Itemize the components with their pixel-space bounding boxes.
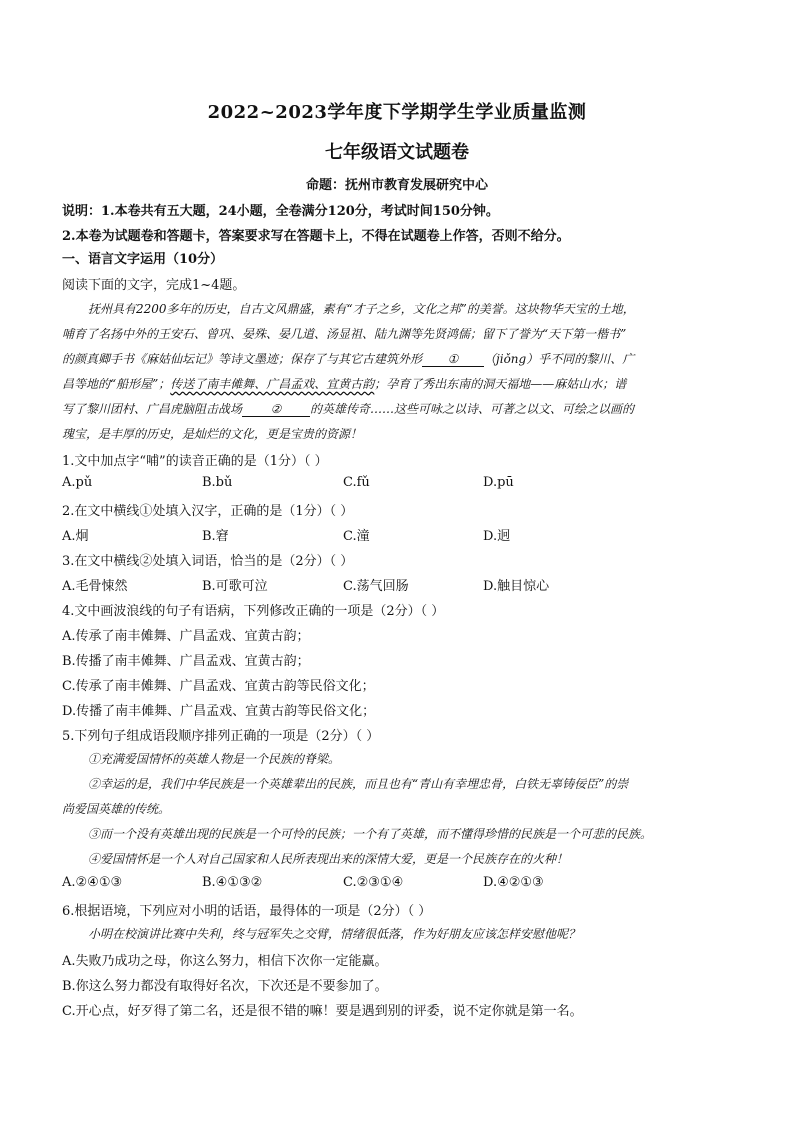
reading-intro: 阅读下面的文字，完成1~4题。 <box>62 278 246 293</box>
blank-1: ① <box>422 352 484 367</box>
option-b[interactable]: B.你这么努力都没有取得好名次，下次还是不要参加了。 <box>62 979 388 994</box>
question-2-stem: 2.在文中横线①处填入汉字，正确的是（1分）（ ） <box>62 504 354 519</box>
passage-line <box>62 375 626 392</box>
wavy-underlined-sentence: 传送了南丰傩舞、广昌孟戏、宜黄古韵 <box>170 377 375 391</box>
option-c[interactable]: C.传承了南丰傩舞、广昌孟戏、宜黄古韵等民俗文化； <box>62 679 375 694</box>
passage-line <box>62 350 634 367</box>
sentence-2-cont: 尚爱国英雄的传统。 <box>62 802 171 816</box>
blank-2: ② <box>242 402 310 417</box>
question-5-stem: 5.下列句子组成语段顺序排列正确的一项是（2分）（ ） <box>62 729 380 744</box>
option-d[interactable]: D.④②①③ <box>483 875 544 890</box>
passage-text: 的英雄传奇……这些可咏之以诗、可著之以文、可绘之以画的 <box>310 402 635 416</box>
option-d[interactable]: D.pū <box>483 475 514 490</box>
passage-text: 写了黎川团村、广昌虎脑阻击战场 <box>62 402 243 416</box>
passage-text: ；孕育了秀出东南的洞天福地——麻姑山水；谱 <box>374 377 627 391</box>
passage-line <box>62 400 634 417</box>
question-6-stem: 6.根据语境，下列应对小明的话语，最得体的一项是（2分）（ ） <box>62 904 432 919</box>
passage-text: （jiǒng）乎不同的黎川、广 <box>484 352 635 366</box>
passage-text: 的颜真卿手书《麻姑仙坛记》等诗文墨迹；保存了与其它古建筑外形 <box>62 352 423 366</box>
instructions-line-1: 说明：1.本卷共有五大题，24小题，全卷满分120分，考试时间150分钟。 <box>62 204 499 219</box>
option-b[interactable]: B.窘 <box>202 529 229 544</box>
sentence-3: ③而一个没有英雄出现的民族是一个可怜的民族；一个有了英雄，而不懂得珍惜的民族是一个可悲的民族。 <box>88 827 653 841</box>
option-d[interactable]: D.触目惊心 <box>483 579 550 594</box>
option-c[interactable]: C.开心点，好歹得了第二名，还是很不错的嘛！要是遇到别的评委，说不定你就是第一名。 <box>62 1004 583 1019</box>
option-c[interactable]: C.荡气回肠 <box>343 579 409 594</box>
option-a[interactable]: A.②④①③ <box>62 875 123 890</box>
option-a[interactable]: A.失败乃成功之母，你这么努力，相信下次你一定能赢。 <box>62 954 388 969</box>
option-c[interactable]: C.fǔ <box>343 475 370 490</box>
section-heading: 一、语言文字运用（10分） <box>62 252 224 267</box>
option-c[interactable]: C.②③①④ <box>343 875 404 890</box>
option-b[interactable]: B.可歌可泣 <box>202 579 268 594</box>
option-a[interactable]: A.传承了南丰傩舞、广昌孟戏、宜黄古韵； <box>62 629 310 644</box>
passage-line: 抚州具有2200多年的历史，自古文风鼎盛，素有“才子之乡，文化之邦”的美誉。这块物华天宝的土地， <box>88 302 635 316</box>
exam-title: 2022~2023学年度下学期学生学业质量监测 <box>207 102 587 123</box>
question-3-stem: 3.在文中横线②处填入词语，恰当的是（2分）（ ） <box>62 554 354 569</box>
exam-author: 命题：抚州市教育发展研究中心 <box>305 178 488 193</box>
passage-text: 昌等地的“船形屋”； <box>62 377 171 391</box>
option-a[interactable]: A.pǔ <box>62 475 93 490</box>
option-d[interactable]: D.迥 <box>483 529 511 544</box>
question-6-context: 小明在校演讲比赛中失利，终与冠军失之交臂，情绪很低落，作为好朋友应该怎样安慰他呢？ <box>88 927 581 941</box>
option-c[interactable]: C.潼 <box>343 529 370 544</box>
option-b[interactable]: B.传播了南丰傩舞、广昌孟戏、宜黄古韵； <box>62 654 310 669</box>
question-1-stem: 1.文中加点字“哺”的读音正确的是（1分）（ ） <box>62 454 328 469</box>
sentence-1: ①充满爱国情怀的英雄人物是一个民族的脊梁。 <box>88 752 341 766</box>
sentence-4: ④爱国情怀是一个人对自己国家和人民所表现出来的深情大爱，更是一个民族存在的火种！ <box>88 852 569 866</box>
passage-line: 瑰宝，是丰厚的历史，是灿烂的文化，更是宝贵的资源！ <box>62 427 363 441</box>
passage-line: 哺育了名扬中外的王安石、曾巩、晏殊、晏几道、汤显祖、陆九渊等先贤鸿儒；留下了誉为“天下第一楷书” <box>62 327 627 341</box>
instructions-line-2: 2.本卷为试题卷和答题卡，答案要求写在答题卡上，不得在试题卷上作答，否则不给分。 <box>62 229 570 244</box>
exam-subtitle: 七年级语文试题卷 <box>325 142 469 163</box>
option-a[interactable]: A.炯 <box>62 529 89 544</box>
option-b[interactable]: B.④①③② <box>202 875 263 890</box>
sentence-2: ②幸运的是，我们中华民族是一个英雄辈出的民族，而且也有“青山有幸埋忠骨，白铁无辜铸佞臣”的崇 <box>88 777 629 791</box>
option-b[interactable]: B.bǔ <box>202 475 233 490</box>
question-4-stem: 4.文中画波浪线的句子有语病，下列修改正确的一项是（2分）（ ） <box>62 604 445 619</box>
option-d[interactable]: D.传播了南丰傩舞、广昌孟戏、宜黄古韵等民俗文化； <box>62 704 376 719</box>
option-a[interactable]: A.毛骨悚然 <box>62 579 128 594</box>
